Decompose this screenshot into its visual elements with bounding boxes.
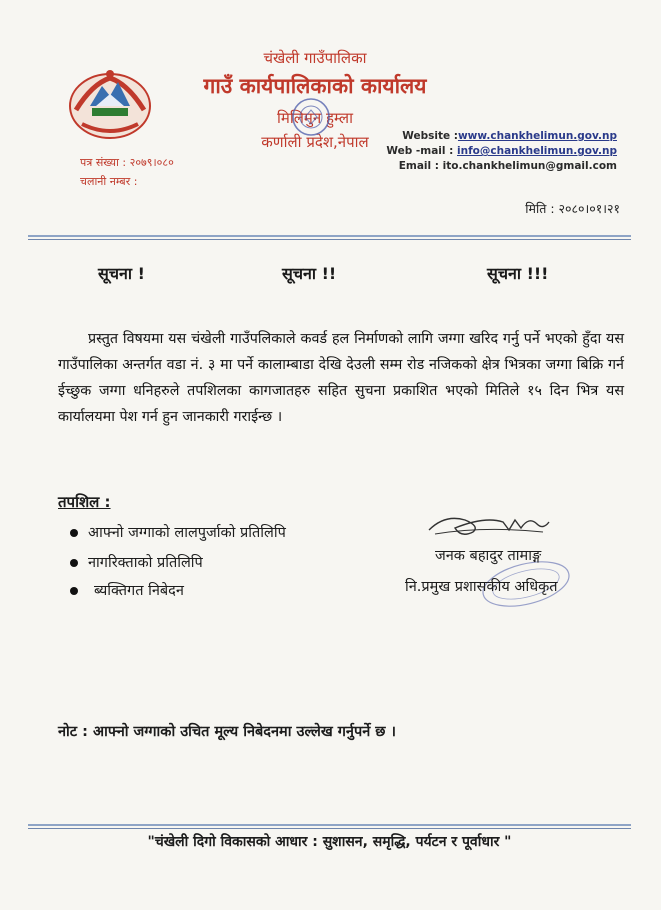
webmail-label: Web -mail :: [386, 145, 454, 157]
email-line: [399, 160, 617, 172]
header-divider: [28, 235, 631, 237]
signature-image: [425, 508, 555, 540]
header-divider-thin: [28, 239, 631, 240]
footer-divider-thin: [28, 828, 631, 829]
list-item: ब्यक्तिगत निबेदन: [70, 580, 184, 600]
reference-number: पत्र संख्या : २०७९।०८०: [80, 156, 174, 169]
bullet-icon: [70, 559, 78, 567]
org-address-district: मिलिमुन हुम्ला: [277, 109, 353, 127]
webmail-link[interactable]: info@chankhelimun.gov.np: [457, 145, 617, 157]
details-heading: तपशिल :: [58, 493, 111, 511]
signatory-title: नि.प्रमुख प्रशासकीय अधिकृत: [405, 579, 558, 595]
notice-heading-3: सूचना !!!: [487, 264, 549, 283]
notice-heading-1: सूचना !: [98, 264, 145, 283]
website-label: Website :: [402, 130, 458, 142]
org-address-province: कर्णाली प्रदेश,नेपाल: [261, 133, 369, 151]
dispatch-number: चलानी नम्बर :: [80, 175, 138, 188]
notice-body-text: प्रस्तुत विषयमा यस चंखेली गाउँपलिकाले कवर्ड हल निर्माणको लागि जग्गा खरिद गर्नु पर्ने भएको हुँदा यस गाउँपालिका अन्तर्गत वडा नं. ३ मा पर्ने कालाम्बाडा देखि देउली सम्म रोड नजिकको क्षेत्र भित्रका जग्गा बिक्रि गर्न ईच्छुक जग्गा धनिहरुले तपशिलका कागजातहरु सहित सुचना प्रकाशित भएको मितिले १५ दिन भित्र यस कार्यालयमा पेश गर्न हुन जानकारी गराईन्छ ।: [58, 331, 624, 425]
list-item: आफ्नो जग्गाको लालपुर्जाको प्रतिलिपि: [70, 522, 286, 542]
notice-body: [58, 326, 624, 430]
signatory-name: जनक बहादुर तामाङ्ग: [435, 548, 542, 564]
footer-divider: [28, 824, 631, 826]
website-link[interactable]: www.chankhelimun.gov.np: [457, 130, 617, 142]
website-line: [402, 130, 617, 142]
email-label: Email :: [398, 160, 439, 172]
webmail-line: [386, 145, 617, 157]
notice-heading-2: सूचना !!: [282, 264, 337, 283]
footer-motto: "चंखेली दिगो विकासको आधार : सुशासन, समृद्धि, पर्यटन र पूर्वाधार ": [147, 834, 512, 850]
org-name-office: गाउँ कार्यपालिकाको कार्यालय: [203, 74, 427, 98]
email-address[interactable]: ito.chankhelimun@gmail.com: [442, 160, 617, 172]
footer-note: नोट : आफ्नो जग्गाको उचित मूल्य निबेदनमा उल्लेख गर्नुपर्ने छ ।: [58, 724, 396, 740]
office-stamp-icon: [290, 96, 332, 138]
nepal-emblem-logo: [62, 64, 158, 144]
org-name-municipality: चंखेली गाउँपालिका: [263, 49, 367, 67]
letter-date: मिति : २०८०।०१।२१: [525, 201, 620, 216]
bullet-icon: [70, 529, 78, 537]
list-item: नागरिक्ताको प्रतिलिपि: [70, 552, 203, 572]
bullet-icon: [70, 587, 78, 595]
